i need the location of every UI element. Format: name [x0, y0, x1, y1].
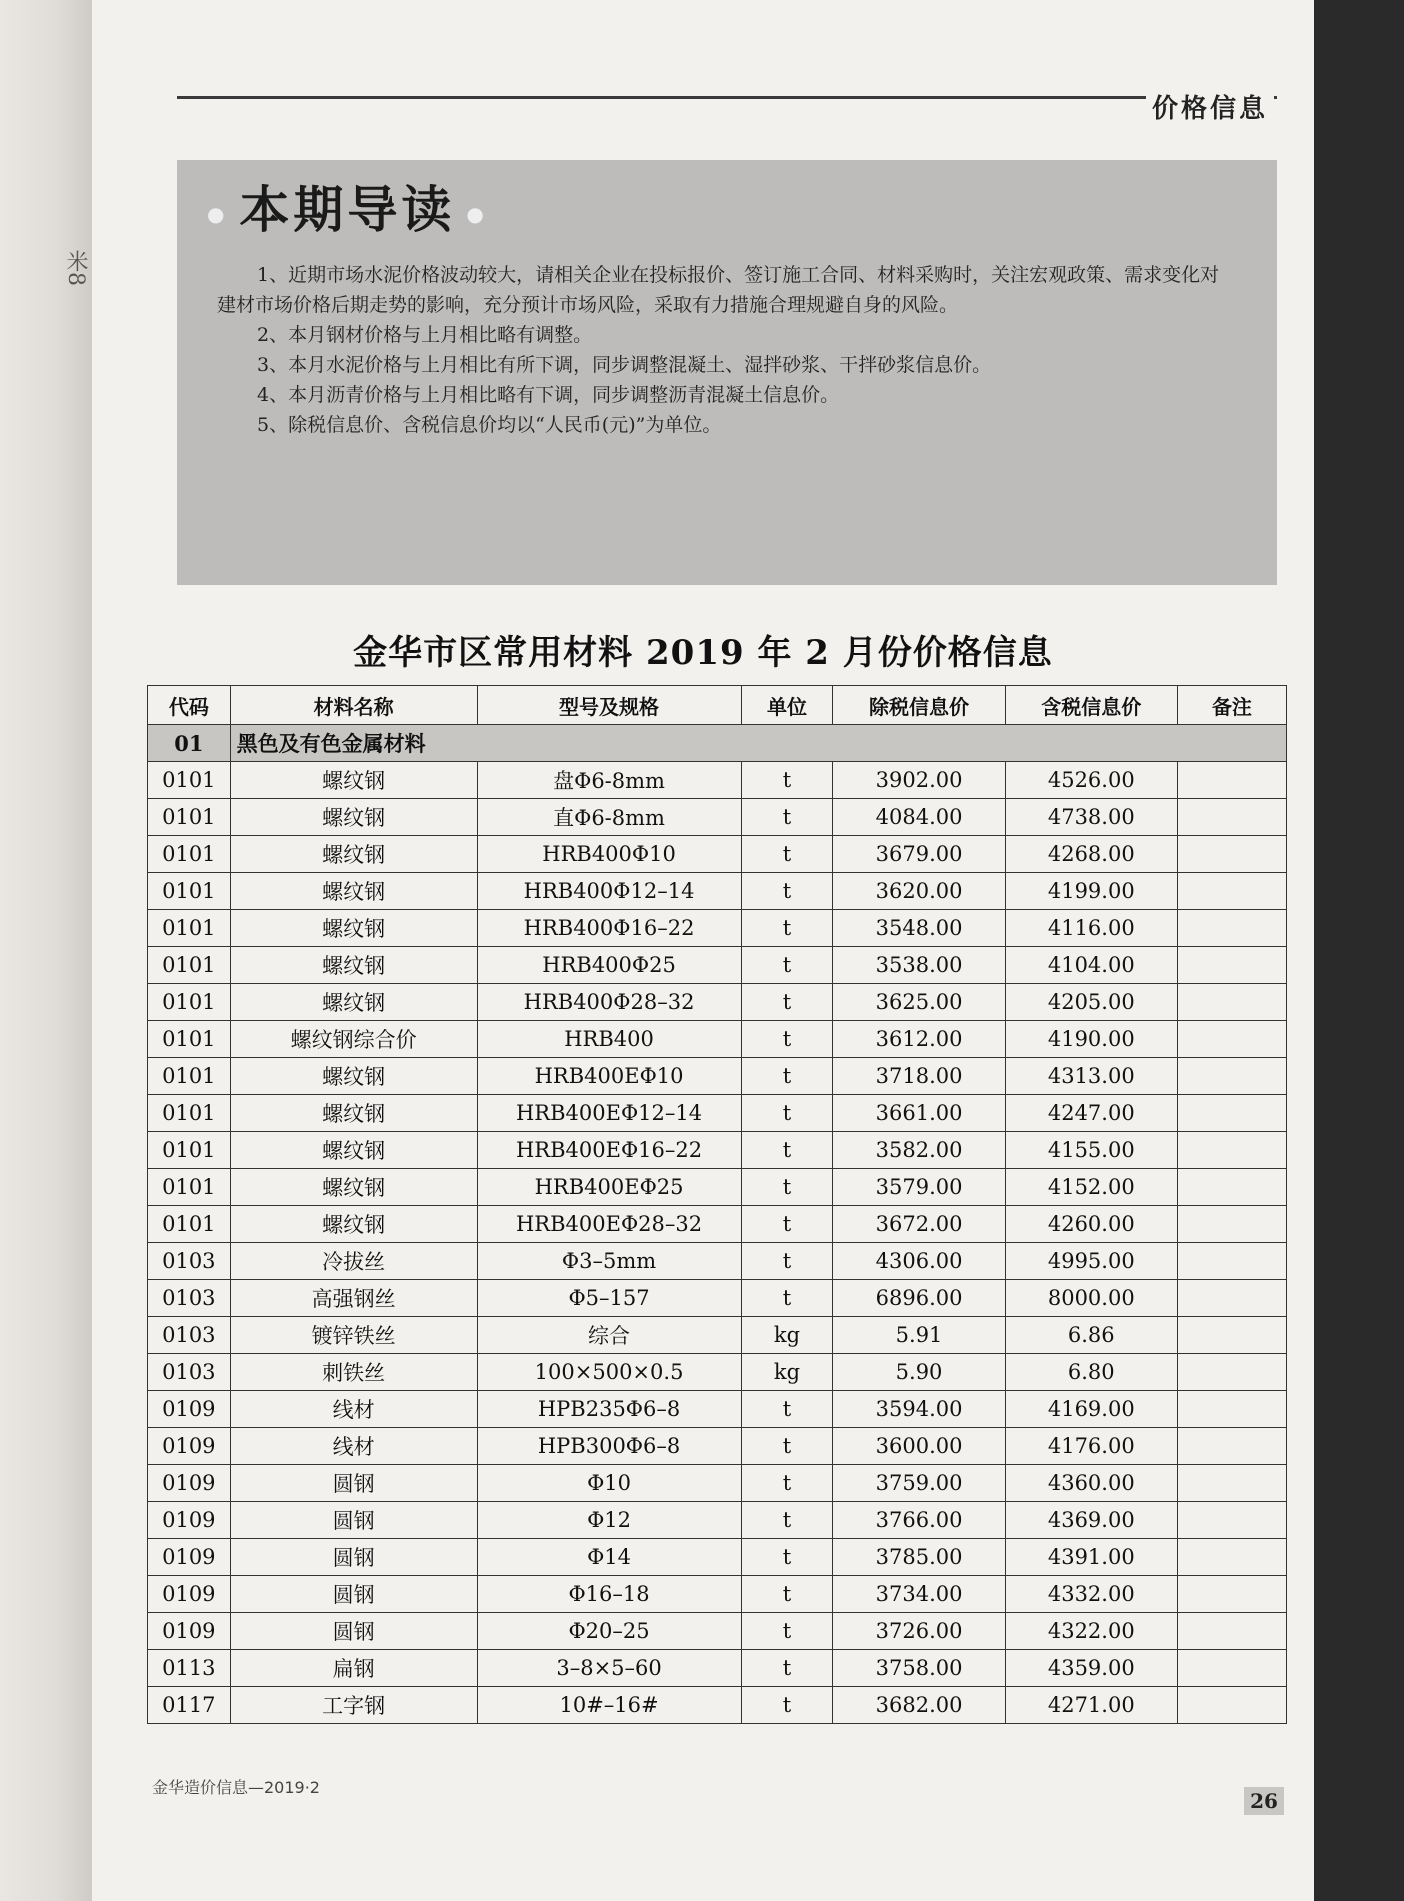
- intro-item: 4、本月沥青价格与上月相比略有下调，同步调整沥青混凝土信息价。: [257, 384, 840, 406]
- table-row: [148, 1169, 1287, 1206]
- cell-remark: [1177, 947, 1286, 984]
- cell-pretax: 3600.00: [833, 1428, 1005, 1465]
- cell-remark: [1177, 984, 1286, 1021]
- cell-unit: t: [741, 1539, 833, 1576]
- intro-box: [177, 160, 1277, 585]
- cell-code: 0113: [148, 1650, 231, 1687]
- table-row: [148, 1243, 1287, 1280]
- cell-unit: t: [741, 1687, 833, 1724]
- cell-name: 圆钢: [230, 1465, 477, 1502]
- cell-remark: [1177, 1428, 1286, 1465]
- cell-code: 0101: [148, 1058, 231, 1095]
- cell-incltax: 4268.00: [1005, 836, 1177, 873]
- table-row: [148, 1502, 1287, 1539]
- cell-name: 螺纹钢: [230, 1169, 477, 1206]
- table-row: [148, 984, 1287, 1021]
- cell-spec: HRB400EΦ12–14: [477, 1095, 741, 1132]
- book-spine: [0, 0, 92, 1901]
- cell-code: 0109: [148, 1502, 231, 1539]
- cell-spec: HRB400Φ12–14: [477, 873, 741, 910]
- cell-code: 0101: [148, 873, 231, 910]
- cell-spec: HRB400Φ25: [477, 947, 741, 984]
- cell-unit: t: [741, 1243, 833, 1280]
- cell-code: 0101: [148, 1021, 231, 1058]
- cell-unit: t: [741, 1576, 833, 1613]
- cell-code: 0103: [148, 1280, 231, 1317]
- table-row: [148, 1391, 1287, 1428]
- cell-name: 螺纹钢: [230, 836, 477, 873]
- table-row: [148, 1317, 1287, 1354]
- cell-unit: t: [741, 836, 833, 873]
- cell-name: 镀锌铁丝: [230, 1317, 477, 1354]
- cell-incltax: 4152.00: [1005, 1169, 1177, 1206]
- cell-remark: [1177, 910, 1286, 947]
- cell-pretax: 3766.00: [833, 1502, 1005, 1539]
- cell-remark: [1177, 1687, 1286, 1724]
- cell-incltax: 4205.00: [1005, 984, 1177, 1021]
- cell-incltax: 4169.00: [1005, 1391, 1177, 1428]
- cell-remark: [1177, 1317, 1286, 1354]
- table-row: [148, 1095, 1287, 1132]
- cell-name: 螺纹钢: [230, 873, 477, 910]
- cell-name: 螺纹钢综合价: [230, 1021, 477, 1058]
- cell-spec: 直Φ6-8mm: [477, 799, 741, 836]
- cell-incltax: 4332.00: [1005, 1576, 1177, 1613]
- cell-code: 0109: [148, 1539, 231, 1576]
- cell-spec: 综合: [477, 1317, 741, 1354]
- cell-spec: Φ5–157: [477, 1280, 741, 1317]
- cell-spec: HRB400: [477, 1021, 741, 1058]
- group-name: 黑色及有色金属材料: [230, 725, 1286, 762]
- cell-pretax: 3579.00: [833, 1169, 1005, 1206]
- group-code: 01: [148, 725, 231, 762]
- header-pretax: 除税信息价: [833, 686, 1005, 725]
- cell-unit: t: [741, 799, 833, 836]
- cell-name: 冷拔丝: [230, 1243, 477, 1280]
- cell-unit: kg: [741, 1317, 833, 1354]
- cell-incltax: 4116.00: [1005, 910, 1177, 947]
- cell-pretax: 3759.00: [833, 1465, 1005, 1502]
- cell-remark: [1177, 1539, 1286, 1576]
- cell-incltax: 4360.00: [1005, 1465, 1177, 1502]
- cell-pretax: 3758.00: [833, 1650, 1005, 1687]
- cell-remark: [1177, 1243, 1286, 1280]
- cell-unit: t: [741, 1465, 833, 1502]
- header-incltax: 含税信息价: [1005, 686, 1177, 725]
- cell-unit: t: [741, 910, 833, 947]
- cell-name: 圆钢: [230, 1613, 477, 1650]
- cell-spec: HRB400EΦ25: [477, 1169, 741, 1206]
- cell-name: 圆钢: [230, 1502, 477, 1539]
- table-header-row: [148, 686, 1287, 725]
- cell-spec: Φ16–18: [477, 1576, 741, 1613]
- group-row: [148, 725, 1287, 762]
- header-spec: 型号及规格: [477, 686, 741, 725]
- page: [92, 0, 1314, 1901]
- cell-pretax: 3734.00: [833, 1576, 1005, 1613]
- cell-unit: t: [741, 1021, 833, 1058]
- cell-code: 0101: [148, 984, 231, 1021]
- cell-pretax: 3679.00: [833, 836, 1005, 873]
- cell-code: 0103: [148, 1317, 231, 1354]
- cell-pretax: 3612.00: [833, 1021, 1005, 1058]
- cell-remark: [1177, 1650, 1286, 1687]
- table-row: [148, 1650, 1287, 1687]
- table-row: [148, 762, 1287, 799]
- cell-unit: t: [741, 873, 833, 910]
- cell-remark: [1177, 1021, 1286, 1058]
- journal-footer: 金华造价信息—2019·2: [152, 1778, 320, 1797]
- cell-spec: Φ3–5mm: [477, 1243, 741, 1280]
- cell-remark: [1177, 1354, 1286, 1391]
- cell-incltax: 4176.00: [1005, 1428, 1177, 1465]
- cell-remark: [1177, 1613, 1286, 1650]
- cell-name: 螺纹钢: [230, 910, 477, 947]
- cell-pretax: 3625.00: [833, 984, 1005, 1021]
- table-row: [148, 836, 1287, 873]
- cell-incltax: 4190.00: [1005, 1021, 1177, 1058]
- spine-text: 米8: [63, 250, 88, 286]
- cell-incltax: 4369.00: [1005, 1502, 1177, 1539]
- table-row: [148, 1613, 1287, 1650]
- cell-unit: t: [741, 1280, 833, 1317]
- cell-remark: [1177, 1465, 1286, 1502]
- cell-incltax: 4247.00: [1005, 1095, 1177, 1132]
- price-table: [147, 685, 1287, 1724]
- cell-code: 0101: [148, 836, 231, 873]
- cell-incltax: 4995.00: [1005, 1243, 1177, 1280]
- table-row: [148, 1428, 1287, 1465]
- cell-code: 0101: [148, 762, 231, 799]
- cell-code: 0117: [148, 1687, 231, 1724]
- cell-unit: t: [741, 984, 833, 1021]
- cell-code: 0109: [148, 1465, 231, 1502]
- table-row: [148, 910, 1287, 947]
- cell-unit: t: [741, 1169, 833, 1206]
- cell-name: 圆钢: [230, 1539, 477, 1576]
- cell-spec: HRB400EΦ16–22: [477, 1132, 741, 1169]
- cell-spec: Φ14: [477, 1539, 741, 1576]
- cell-unit: t: [741, 1428, 833, 1465]
- cell-unit: t: [741, 1613, 833, 1650]
- cell-unit: kg: [741, 1354, 833, 1391]
- cell-spec: HPB235Φ6–8: [477, 1391, 741, 1428]
- cell-spec: 3–8×5–60: [477, 1650, 741, 1687]
- cell-pretax: 3661.00: [833, 1095, 1005, 1132]
- section-label: 价格信息: [1146, 88, 1274, 125]
- cell-name: 工字钢: [230, 1687, 477, 1724]
- cell-name: 刺铁丝: [230, 1354, 477, 1391]
- cell-unit: t: [741, 1206, 833, 1243]
- cell-remark: [1177, 1095, 1286, 1132]
- cell-pretax: 3718.00: [833, 1058, 1005, 1095]
- cell-incltax: 4155.00: [1005, 1132, 1177, 1169]
- table-row: [148, 1687, 1287, 1724]
- intro-item: 2、本月钢材价格与上月相比略有调整。: [257, 324, 593, 346]
- cell-incltax: 4199.00: [1005, 873, 1177, 910]
- cell-remark: [1177, 1576, 1286, 1613]
- intro-item: 3、本月水泥价格与上月相比有所下调，同步调整混凝土、湿拌砂浆、干拌砂浆信息价。: [257, 354, 992, 376]
- cell-remark: [1177, 1280, 1286, 1317]
- cell-remark: [1177, 1502, 1286, 1539]
- cell-remark: [1177, 799, 1286, 836]
- cell-spec: HPB300Φ6–8: [477, 1428, 741, 1465]
- cell-name: 扁钢: [230, 1650, 477, 1687]
- cell-unit: t: [741, 1132, 833, 1169]
- cell-spec: 100×500×0.5: [477, 1354, 741, 1391]
- table-row: [148, 1058, 1287, 1095]
- cell-name: 螺纹钢: [230, 799, 477, 836]
- cell-remark: [1177, 1058, 1286, 1095]
- table-row: [148, 1280, 1287, 1317]
- cell-pretax: 3682.00: [833, 1687, 1005, 1724]
- table-row: [148, 1576, 1287, 1613]
- cell-unit: t: [741, 1502, 833, 1539]
- cell-incltax: 6.86: [1005, 1317, 1177, 1354]
- cell-incltax: 8000.00: [1005, 1280, 1177, 1317]
- cell-spec: HRB400Φ28–32: [477, 984, 741, 1021]
- cell-code: 0109: [148, 1391, 231, 1428]
- cell-pretax: 4306.00: [833, 1243, 1005, 1280]
- cell-code: 0109: [148, 1613, 231, 1650]
- table-row: [148, 1206, 1287, 1243]
- cell-incltax: 4738.00: [1005, 799, 1177, 836]
- cell-pretax: 5.90: [833, 1354, 1005, 1391]
- cell-pretax: 3902.00: [833, 762, 1005, 799]
- cell-code: 0101: [148, 1169, 231, 1206]
- cell-unit: t: [741, 1095, 833, 1132]
- cell-pretax: 3538.00: [833, 947, 1005, 984]
- cell-unit: t: [741, 1058, 833, 1095]
- cell-pretax: 3594.00: [833, 1391, 1005, 1428]
- cell-spec: HRB400Φ16–22: [477, 910, 741, 947]
- cell-name: 高强钢丝: [230, 1280, 477, 1317]
- cell-incltax: 4104.00: [1005, 947, 1177, 984]
- cell-code: 0101: [148, 910, 231, 947]
- cell-spec: 10#–16#: [477, 1687, 741, 1724]
- cell-code: 0109: [148, 1428, 231, 1465]
- table-body: [148, 725, 1287, 1724]
- cell-spec: 盘Φ6-8mm: [477, 762, 741, 799]
- cell-spec: HRB400EΦ10: [477, 1058, 741, 1095]
- cell-pretax: 3548.00: [833, 910, 1005, 947]
- cell-pretax: 4084.00: [833, 799, 1005, 836]
- table-row: [148, 873, 1287, 910]
- cell-incltax: 4260.00: [1005, 1206, 1177, 1243]
- intro-item: 1、近期市场水泥价格波动较大，请相关企业在投标报价、签订施工合同、材料采购时，关注宏观政策、需求变化对建材市场价格后期走势的影响，充分预计市场风险，采取有力措施合理规避自身的风险。: [217, 264, 1220, 316]
- cell-remark: [1177, 873, 1286, 910]
- table-row: [148, 1354, 1287, 1391]
- cell-incltax: 6.80: [1005, 1354, 1177, 1391]
- cell-incltax: 4526.00: [1005, 762, 1177, 799]
- cell-pretax: 5.91: [833, 1317, 1005, 1354]
- cell-pretax: 3672.00: [833, 1206, 1005, 1243]
- cell-name: 圆钢: [230, 1576, 477, 1613]
- cell-code: 0101: [148, 1206, 231, 1243]
- cell-pretax: 3582.00: [833, 1132, 1005, 1169]
- cell-name: 螺纹钢: [230, 1058, 477, 1095]
- cell-remark: [1177, 762, 1286, 799]
- intro-item: 5、除税信息价、含税信息价均以“人民币(元)”为单位。: [257, 414, 722, 436]
- header-name: 材料名称: [230, 686, 477, 725]
- cell-name: 线材: [230, 1428, 477, 1465]
- cell-pretax: 3785.00: [833, 1539, 1005, 1576]
- cell-pretax: 6896.00: [833, 1280, 1005, 1317]
- cell-code: 0109: [148, 1576, 231, 1613]
- cell-incltax: 4359.00: [1005, 1650, 1177, 1687]
- header-rule: [177, 96, 1277, 99]
- cell-remark: [1177, 1132, 1286, 1169]
- cell-spec: Φ12: [477, 1502, 741, 1539]
- cell-remark: [1177, 836, 1286, 873]
- cell-code: 0101: [148, 799, 231, 836]
- cell-code: 0101: [148, 947, 231, 984]
- header-remark: 备注: [1177, 686, 1286, 725]
- cell-spec: HRB400EΦ28–32: [477, 1206, 741, 1243]
- cell-remark: [1177, 1391, 1286, 1428]
- cell-code: 0101: [148, 1095, 231, 1132]
- table-row: [148, 1021, 1287, 1058]
- cell-pretax: 3726.00: [833, 1613, 1005, 1650]
- header-code: 代码: [148, 686, 231, 725]
- table-row: [148, 799, 1287, 836]
- cell-incltax: 4391.00: [1005, 1539, 1177, 1576]
- table-row: [148, 1132, 1287, 1169]
- cell-name: 线材: [230, 1391, 477, 1428]
- cell-spec: HRB400Φ10: [477, 836, 741, 873]
- cell-code: 0101: [148, 1132, 231, 1169]
- intro-title: ● 本期导读 ●: [207, 170, 488, 242]
- cell-name: 螺纹钢: [230, 1132, 477, 1169]
- cell-name: 螺纹钢: [230, 762, 477, 799]
- header-unit: 单位: [741, 686, 833, 725]
- cell-name: 螺纹钢: [230, 1095, 477, 1132]
- cell-unit: t: [741, 1391, 833, 1428]
- cell-remark: [1177, 1169, 1286, 1206]
- cell-code: 0103: [148, 1354, 231, 1391]
- cell-spec: Φ10: [477, 1465, 741, 1502]
- cell-pretax: 3620.00: [833, 873, 1005, 910]
- intro-body: [217, 260, 1237, 440]
- cell-unit: t: [741, 947, 833, 984]
- table-row: [148, 1539, 1287, 1576]
- page-number: 26: [1244, 1787, 1284, 1815]
- cell-incltax: 4271.00: [1005, 1687, 1177, 1724]
- cell-name: 螺纹钢: [230, 984, 477, 1021]
- cell-unit: t: [741, 762, 833, 799]
- cell-incltax: 4322.00: [1005, 1613, 1177, 1650]
- table-title: 金华市区常用材料 2019 年 2 月份价格信息: [353, 633, 1053, 673]
- cell-name: 螺纹钢: [230, 1206, 477, 1243]
- table-row: [148, 1465, 1287, 1502]
- cell-code: 0103: [148, 1243, 231, 1280]
- cell-unit: t: [741, 1650, 833, 1687]
- cell-incltax: 4313.00: [1005, 1058, 1177, 1095]
- table-row: [148, 947, 1287, 984]
- cell-remark: [1177, 1206, 1286, 1243]
- cell-name: 螺纹钢: [230, 947, 477, 984]
- cell-spec: Φ20–25: [477, 1613, 741, 1650]
